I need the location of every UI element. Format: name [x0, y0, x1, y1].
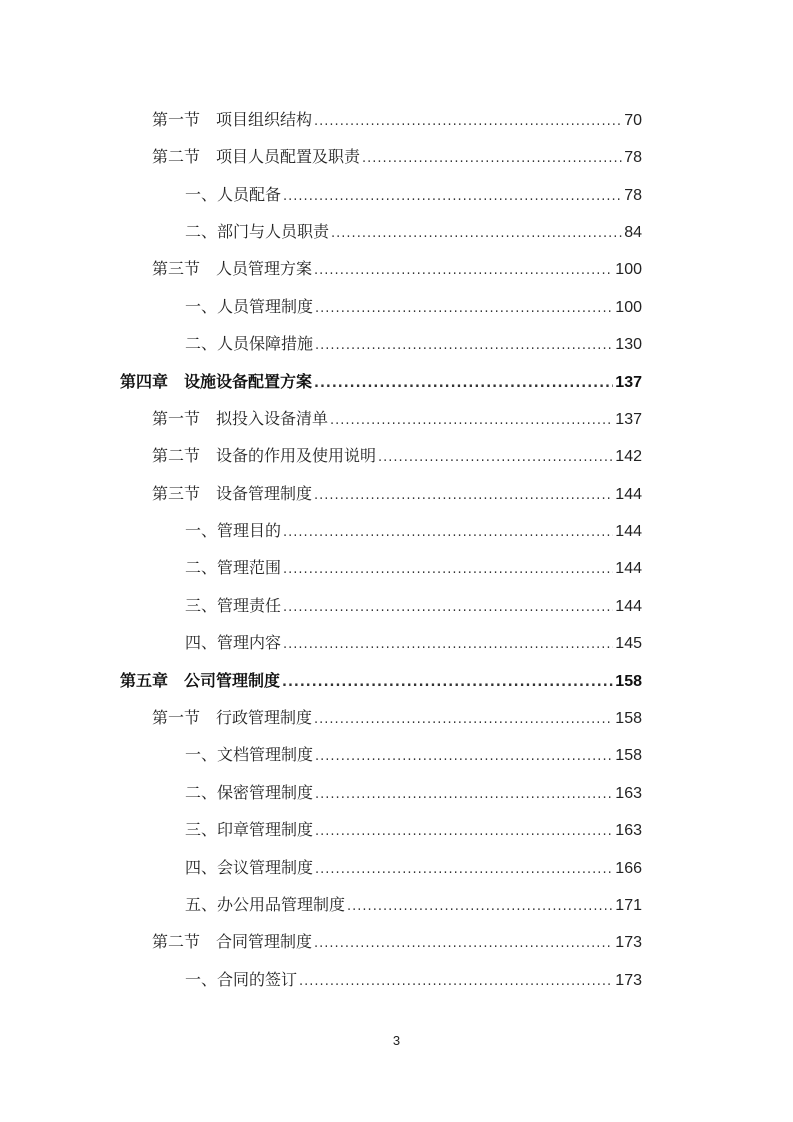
- toc-entry-title: 第二节 合同管理制度: [152, 932, 313, 951]
- toc-entry-title: 四、会议管理制度: [185, 858, 314, 877]
- toc-page-number: 163: [615, 785, 642, 802]
- toc-page-number: 158: [615, 673, 642, 690]
- toc-entry-title: 二、人员保障措施: [185, 334, 314, 353]
- leader-dots: [283, 178, 622, 215]
- toc-entry-title: 一、管理目的: [185, 521, 282, 540]
- toc-page-number: 84: [624, 224, 642, 241]
- leader-dots: [362, 140, 622, 177]
- toc-entry-title: 第一节 拟投入设备清单: [152, 409, 329, 428]
- leader-dots: [283, 514, 613, 551]
- toc-entry-title: 二、管理范围: [185, 558, 282, 577]
- toc-page-number: 144: [615, 598, 642, 615]
- toc-entry[interactable]: [185, 774, 642, 811]
- page-number-footer: 3: [392, 1033, 401, 1048]
- leader-dots: [315, 327, 613, 364]
- toc-entry-title: 第二节 设备的作用及使用说明: [152, 446, 377, 465]
- leader-dots: [315, 290, 613, 327]
- toc-entry-title: 三、印章管理制度: [185, 820, 314, 839]
- toc-page-number: 78: [624, 187, 642, 204]
- toc-page-number: 100: [615, 261, 642, 278]
- toc-entry-title: 三、管理责任: [185, 596, 282, 615]
- toc-page-number: 163: [615, 822, 642, 839]
- leader-dots: [315, 738, 613, 775]
- toc-page-number: 100: [615, 299, 642, 316]
- leader-dots: [378, 439, 613, 476]
- leader-dots: [283, 551, 613, 588]
- toc-entry[interactable]: [152, 250, 642, 287]
- leader-dots: [347, 888, 613, 925]
- toc-entry[interactable]: [185, 288, 642, 325]
- leader-dots: [314, 103, 622, 140]
- toc-entry-title: 第四章 设施设备配置方案: [120, 372, 313, 391]
- leader-dots: [283, 626, 613, 663]
- toc-entry-title: 第三节 人员管理方案: [152, 259, 313, 278]
- toc-entry[interactable]: [152, 138, 642, 175]
- toc-page-number: 171: [615, 897, 642, 914]
- toc-entry-title: 五、办公用品管理制度: [185, 895, 346, 914]
- toc-entry[interactable]: [152, 923, 642, 960]
- toc-entry[interactable]: [185, 213, 642, 250]
- toc-page-number: 144: [615, 486, 642, 503]
- leader-dots: [331, 215, 622, 252]
- toc-entry-title: 一、合同的签订: [185, 970, 298, 989]
- toc-entry[interactable]: [185, 587, 642, 624]
- toc-entry-title: 二、部门与人员职责: [185, 222, 330, 241]
- toc-entry[interactable]: [185, 849, 642, 886]
- toc-page-number: 78: [624, 149, 642, 166]
- toc-entry[interactable]: [185, 325, 642, 362]
- toc-chapter-entry[interactable]: [120, 662, 642, 699]
- toc-entry[interactable]: [185, 886, 642, 923]
- toc-entry[interactable]: [185, 176, 642, 213]
- leader-dots: [314, 477, 613, 514]
- toc-page-number: 144: [615, 560, 642, 577]
- toc-entry[interactable]: [185, 961, 642, 998]
- toc-chapter-entry[interactable]: [120, 363, 642, 400]
- toc-entry[interactable]: [185, 512, 642, 549]
- leader-dots: [282, 664, 613, 701]
- toc-entry[interactable]: [152, 101, 642, 138]
- leader-dots: [315, 813, 613, 850]
- toc-page-number: 173: [615, 934, 642, 951]
- leader-dots: [315, 776, 613, 813]
- toc-entry[interactable]: [185, 624, 642, 661]
- toc-page-number: 158: [615, 747, 642, 764]
- toc-entry-title: 一、人员配备: [185, 185, 282, 204]
- leader-dots: [314, 701, 613, 738]
- leader-dots: [314, 252, 613, 289]
- toc-page-number: 173: [615, 972, 642, 989]
- toc-entry-title: 第五章 公司管理制度: [120, 671, 281, 690]
- toc-page-number: 142: [615, 448, 642, 465]
- leader-dots: [314, 365, 613, 402]
- leader-dots: [314, 925, 613, 962]
- leader-dots: [283, 589, 613, 626]
- toc-entry-title: 第三节 设备管理制度: [152, 484, 313, 503]
- leader-dots: [315, 851, 613, 888]
- leader-dots: [299, 963, 613, 1000]
- toc-entry[interactable]: [185, 549, 642, 586]
- toc-entry-title: 第一节 项目组织结构: [152, 110, 313, 129]
- toc-page-number: 158: [615, 710, 642, 727]
- toc-entry[interactable]: [185, 811, 642, 848]
- toc-entry[interactable]: [152, 475, 642, 512]
- toc-page-number: 166: [615, 860, 642, 877]
- toc-page-number: 70: [624, 112, 642, 129]
- toc-entry-title: 一、人员管理制度: [185, 297, 314, 316]
- toc-entry[interactable]: [185, 736, 642, 773]
- toc-entry-title: 一、文档管理制度: [185, 745, 314, 764]
- leader-dots: [330, 402, 613, 439]
- toc-entry[interactable]: [152, 437, 642, 474]
- toc-page-number: 130: [615, 336, 642, 353]
- toc-entry[interactable]: [152, 699, 642, 736]
- toc-entry-title: 四、管理内容: [185, 633, 282, 652]
- toc-entry-title: 第二节 项目人员配置及职责: [152, 147, 361, 166]
- toc-entry[interactable]: [152, 400, 642, 437]
- toc-page-number: 145: [615, 635, 642, 652]
- toc-page-number: 144: [615, 523, 642, 540]
- toc-page-number: 137: [615, 374, 642, 391]
- toc-entry-title: 第一节 行政管理制度: [152, 708, 313, 727]
- toc-page-number: 137: [615, 411, 642, 428]
- toc-entry-title: 二、保密管理制度: [185, 783, 314, 802]
